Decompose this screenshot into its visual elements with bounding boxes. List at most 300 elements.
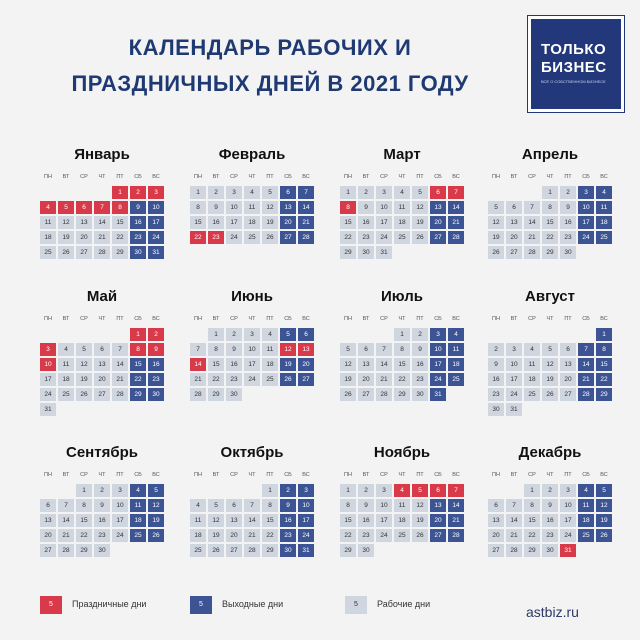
weekday-header [488, 174, 612, 182]
month-name: Июль [381, 288, 423, 305]
weekday-header [190, 472, 314, 480]
day-cell-workday: 22 [524, 529, 540, 542]
day-cell-workday: 25 [262, 373, 278, 386]
day-cell-holiday: 10 [40, 358, 56, 371]
day-cell-workday: 12 [488, 216, 504, 229]
weekday-label: ВТ [362, 316, 370, 322]
weekday-header [40, 472, 164, 480]
day-cell-holiday: 7 [94, 201, 110, 214]
day-cell-workday: 7 [376, 343, 392, 356]
day-cell-day-off: 22 [596, 373, 612, 386]
day-cell-holiday: 4 [40, 201, 56, 214]
day-cell-holiday: 8 [340, 201, 356, 214]
day-cell-day-off: 5 [148, 484, 164, 497]
weekday-label: ПТ [416, 316, 424, 322]
day-cell-workday: 26 [488, 246, 504, 259]
weekday-label: ПТ [416, 472, 424, 478]
day-cell-workday: 26 [340, 388, 356, 401]
day-cell-workday: 21 [376, 373, 392, 386]
day-cell-workday: 6 [94, 343, 110, 356]
weekday-label: ПТ [116, 316, 124, 322]
day-cell-workday: 9 [358, 201, 374, 214]
day-cell-workday: 29 [394, 388, 410, 401]
day-cell-workday: 5 [262, 186, 278, 199]
weekday-label: ВТ [212, 174, 220, 180]
day-cell-day-off: 16 [130, 216, 146, 229]
day-cell-day-off: 2 [280, 484, 296, 497]
day-cell-workday: 28 [94, 246, 110, 259]
weekday-label: СБ [582, 472, 590, 478]
weekday-label: ЧТ [398, 472, 406, 478]
day-cell-day-off: 11 [130, 499, 146, 512]
day-cell-holiday: 3 [40, 343, 56, 356]
day-cell-day-off: 28 [298, 231, 314, 244]
day-cell-workday: 11 [58, 358, 74, 371]
day-cell-day-off: 29 [596, 388, 612, 401]
day-cell-workday: 16 [358, 514, 374, 527]
day-cell-workday: 18 [524, 373, 540, 386]
day-cell-workday: 1 [262, 484, 278, 497]
day-cell-workday: 21 [524, 231, 540, 244]
day-cell-workday: 3 [244, 328, 260, 341]
day-cell-workday: 28 [244, 544, 260, 557]
month-name: Декабрь [518, 444, 582, 461]
day-cell-day-off: 18 [448, 358, 464, 371]
day-cell-workday: 12 [208, 514, 224, 527]
day-cell-day-off: 14 [298, 201, 314, 214]
day-cell-workday: 14 [244, 514, 260, 527]
weekday-label: СР [230, 316, 238, 322]
day-cell-workday: 28 [190, 388, 206, 401]
day-cell-workday: 14 [506, 514, 522, 527]
weekday-header [340, 472, 464, 480]
day-cell-workday: 5 [542, 343, 558, 356]
weekday-label: СБ [284, 472, 292, 478]
day-cell-workday: 22 [112, 231, 128, 244]
day-cell-day-off: 30 [148, 388, 164, 401]
month-name: Сентябрь [66, 444, 138, 461]
day-cell-workday: 29 [542, 246, 558, 259]
day-cell-day-off: 24 [578, 231, 594, 244]
weekday-label: ЧТ [546, 174, 554, 180]
day-cell-workday: 1 [542, 186, 558, 199]
day-cell-day-off: 14 [448, 201, 464, 214]
day-cell-day-off: 27 [298, 373, 314, 386]
day-cell-day-off: 20 [430, 216, 446, 229]
day-cell-day-off: 15 [130, 358, 146, 371]
day-cell-day-off: 3 [578, 186, 594, 199]
day-cell-workday: 6 [506, 201, 522, 214]
day-cell-workday: 23 [560, 231, 576, 244]
day-cell-workday: 29 [524, 544, 540, 557]
weekday-label: ВТ [510, 316, 518, 322]
day-cell-workday: 27 [94, 388, 110, 401]
weekday-header [488, 316, 612, 324]
day-cell-workday: 10 [112, 499, 128, 512]
day-cell-workday: 21 [58, 529, 74, 542]
day-cell-holiday: 22 [190, 231, 206, 244]
day-cell-workday: 20 [94, 373, 110, 386]
day-cell-workday: 13 [560, 358, 576, 371]
day-cell-workday: 20 [560, 373, 576, 386]
day-cell-workday: 20 [506, 231, 522, 244]
day-cell-workday: 24 [376, 529, 392, 542]
day-cell-workday: 9 [412, 343, 428, 356]
weekday-label: СБ [284, 174, 292, 180]
day-cell-day-off: 24 [298, 529, 314, 542]
day-cell-workday: 21 [94, 231, 110, 244]
day-cell-holiday: 8 [112, 201, 128, 214]
day-cell-workday: 1 [340, 484, 356, 497]
weekday-label: ПТ [266, 472, 274, 478]
day-cell-day-off: 7 [578, 343, 594, 356]
weekday-label: ВС [302, 174, 310, 180]
day-cell-day-off: 15 [596, 358, 612, 371]
day-cell-workday: 14 [112, 358, 128, 371]
day-cell-day-off: 24 [148, 231, 164, 244]
day-cell-day-off: 22 [130, 373, 146, 386]
day-cell-workday: 7 [506, 499, 522, 512]
weekday-label: ВС [152, 472, 160, 478]
day-cell-workday: 10 [560, 499, 576, 512]
month-name: Август [525, 288, 575, 305]
day-cell-day-off: 18 [130, 514, 146, 527]
day-cell-day-off: 16 [148, 358, 164, 371]
day-cell-day-off: 17 [298, 514, 314, 527]
day-cell-workday: 2 [412, 328, 428, 341]
day-cell-workday: 13 [488, 514, 504, 527]
weekday-label: ПН [44, 316, 52, 322]
day-cell-holiday: 14 [190, 358, 206, 371]
day-cell-workday: 8 [394, 343, 410, 356]
weekday-label: ВТ [362, 472, 370, 478]
day-cell-holiday: 6 [430, 484, 446, 497]
day-cell-workday: 25 [40, 246, 56, 259]
day-cell-workday: 30 [488, 403, 504, 416]
day-cell-workday: 27 [76, 246, 92, 259]
day-cell-day-off: 10 [298, 499, 314, 512]
day-cell-workday: 14 [58, 514, 74, 527]
day-cell-workday: 17 [40, 373, 56, 386]
day-cell-day-off: 19 [596, 514, 612, 527]
day-cell-workday: 26 [412, 231, 428, 244]
day-cell-workday: 1 [524, 484, 540, 497]
weekday-header [190, 174, 314, 182]
day-cell-day-off: 5 [280, 328, 296, 341]
month-name: Февраль [218, 146, 286, 163]
day-cell-day-off: 13 [430, 499, 446, 512]
day-cell-workday: 30 [412, 388, 428, 401]
month-name: Апрель [521, 146, 579, 163]
day-cell-workday: 8 [542, 201, 558, 214]
day-cell-day-off: 28 [448, 529, 464, 542]
day-cell-workday: 11 [262, 343, 278, 356]
day-cell-workday: 27 [358, 388, 374, 401]
day-cell-workday: 29 [262, 544, 278, 557]
day-cell-workday: 6 [358, 343, 374, 356]
day-cell-workday: 14 [94, 216, 110, 229]
day-cell-workday: 27 [226, 544, 242, 557]
day-cell-workday: 29 [340, 544, 356, 557]
day-cell-day-off: 9 [130, 201, 146, 214]
day-cell-workday: 2 [94, 484, 110, 497]
weekday-label: ПН [344, 174, 352, 180]
day-cell-workday: 28 [376, 388, 392, 401]
weekday-label: ПН [344, 316, 352, 322]
day-cell-workday: 19 [488, 231, 504, 244]
day-cell-workday: 6 [488, 499, 504, 512]
day-cell-workday: 26 [412, 529, 428, 542]
weekday-label: ВС [600, 174, 608, 180]
day-cell-workday: 2 [226, 328, 242, 341]
day-cell-workday: 30 [560, 246, 576, 259]
day-cell-workday: 22 [340, 231, 356, 244]
weekday-label: ВС [152, 316, 160, 322]
legend-label: Выходные дни [222, 599, 284, 609]
day-cell-workday: 16 [488, 373, 504, 386]
day-cell-workday: 1 [76, 484, 92, 497]
day-cell-workday: 1 [394, 328, 410, 341]
day-cell-workday: 12 [262, 201, 278, 214]
day-cell-workday: 21 [190, 373, 206, 386]
weekday-label: ВТ [62, 174, 70, 180]
weekday-header [40, 174, 164, 182]
site-link[interactable]: astbiz.ru [526, 604, 579, 620]
day-cell-day-off: 14 [578, 358, 594, 371]
day-cell-workday: 22 [262, 529, 278, 542]
day-cell-workday: 19 [340, 373, 356, 386]
day-cell-workday: 12 [412, 201, 428, 214]
day-cell-workday: 27 [40, 544, 56, 557]
day-cell-day-off: 11 [578, 499, 594, 512]
weekday-label: ВС [302, 472, 310, 478]
day-cell-workday: 30 [94, 544, 110, 557]
day-cell-day-off: 14 [448, 499, 464, 512]
legend-swatch: 5 [40, 596, 62, 614]
day-cell-day-off: 29 [130, 388, 146, 401]
weekday-label: ВТ [510, 472, 518, 478]
day-cell-workday: 18 [394, 514, 410, 527]
day-cell-day-off: 12 [596, 499, 612, 512]
day-cell-workday: 18 [58, 373, 74, 386]
day-cell-day-off: 30 [130, 246, 146, 259]
day-cell-day-off: 11 [448, 343, 464, 356]
day-cell-day-off: 17 [578, 216, 594, 229]
day-cell-workday: 11 [394, 201, 410, 214]
day-cell-day-off: 4 [578, 484, 594, 497]
weekday-label: ПТ [564, 316, 572, 322]
day-cell-workday: 15 [340, 514, 356, 527]
day-cell-workday: 19 [542, 373, 558, 386]
weekday-label: ПН [492, 472, 500, 478]
day-cell-workday: 17 [112, 514, 128, 527]
day-cell-workday: 7 [244, 499, 260, 512]
day-cell-workday: 18 [262, 358, 278, 371]
day-cell-workday: 2 [542, 484, 558, 497]
title-line-2: ПРАЗДНИЧНЫХ ДНЕЙ В 2021 ГОДУ [71, 71, 469, 96]
logo-tagline: ВСЁ О СОБСТВЕННОМ БИЗНЕСЕ [541, 79, 606, 84]
day-cell-holiday: 9 [148, 343, 164, 356]
day-cell-workday: 9 [226, 343, 242, 356]
day-cell-workday: 8 [524, 499, 540, 512]
day-cell-day-off: 5 [596, 484, 612, 497]
day-cell-workday: 15 [76, 514, 92, 527]
day-cell-workday: 27 [560, 388, 576, 401]
day-cell-workday: 4 [394, 186, 410, 199]
weekday-label: ВТ [212, 316, 220, 322]
day-cell-workday: 24 [560, 529, 576, 542]
day-cell-workday: 13 [94, 358, 110, 371]
day-cell-day-off: 8 [596, 343, 612, 356]
day-cell-workday: 10 [226, 201, 242, 214]
weekday-header [40, 316, 164, 324]
day-cell-workday: 19 [412, 216, 428, 229]
day-cell-day-off: 23 [280, 529, 296, 542]
day-cell-day-off: 19 [148, 514, 164, 527]
weekday-label: ПТ [116, 472, 124, 478]
day-cell-workday: 13 [506, 216, 522, 229]
day-cell-workday: 24 [40, 388, 56, 401]
day-cell-workday: 12 [58, 216, 74, 229]
day-cell-workday: 6 [560, 343, 576, 356]
day-cell-holiday: 31 [560, 544, 576, 557]
day-cell-workday: 12 [412, 499, 428, 512]
weekday-label: СБ [284, 316, 292, 322]
day-cell-workday: 30 [226, 388, 242, 401]
day-cell-workday: 17 [560, 514, 576, 527]
day-cell-workday: 12 [542, 358, 558, 371]
weekday-label: ЧТ [398, 174, 406, 180]
day-cell-workday: 24 [226, 231, 242, 244]
day-cell-day-off: 4 [130, 484, 146, 497]
day-cell-workday: 17 [376, 216, 392, 229]
day-cell-day-off: 18 [596, 216, 612, 229]
day-cell-day-off: 19 [280, 358, 296, 371]
day-cell-workday: 3 [506, 343, 522, 356]
weekday-label: СБ [134, 174, 142, 180]
day-cell-workday: 18 [40, 231, 56, 244]
day-cell-day-off: 26 [148, 529, 164, 542]
day-cell-workday: 25 [58, 388, 74, 401]
day-cell-holiday: 8 [130, 343, 146, 356]
day-cell-day-off: 17 [430, 358, 446, 371]
day-cell-holiday: 6 [76, 201, 92, 214]
day-cell-workday: 3 [112, 484, 128, 497]
weekday-label: ВС [302, 316, 310, 322]
day-cell-holiday: 13 [298, 343, 314, 356]
day-cell-workday: 17 [244, 358, 260, 371]
day-cell-workday: 2 [358, 484, 374, 497]
weekday-label: ВС [452, 316, 460, 322]
day-cell-day-off: 28 [448, 231, 464, 244]
day-cell-workday: 25 [394, 529, 410, 542]
day-cell-workday: 16 [542, 514, 558, 527]
day-cell-holiday: 1 [112, 186, 128, 199]
day-cell-workday: 14 [376, 358, 392, 371]
day-cell-day-off: 20 [298, 358, 314, 371]
day-cell-workday: 1 [190, 186, 206, 199]
day-cell-workday: 21 [244, 529, 260, 542]
day-cell-day-off: 20 [430, 514, 446, 527]
day-cell-workday: 9 [560, 201, 576, 214]
weekday-label: СБ [582, 174, 590, 180]
weekday-label: СР [80, 472, 88, 478]
day-cell-workday: 16 [560, 216, 576, 229]
day-cell-workday: 24 [244, 373, 260, 386]
day-cell-workday: 20 [488, 529, 504, 542]
day-cell-day-off: 10 [578, 201, 594, 214]
weekday-label: ВС [452, 472, 460, 478]
day-cell-workday: 31 [506, 403, 522, 416]
month-name: Ноябрь [373, 444, 431, 461]
day-cell-workday: 29 [112, 246, 128, 259]
day-cell-workday: 9 [94, 499, 110, 512]
day-cell-day-off: 27 [430, 231, 446, 244]
weekday-label: СБ [434, 174, 442, 180]
day-cell-workday: 15 [112, 216, 128, 229]
day-cell-workday: 22 [542, 231, 558, 244]
day-cell-workday: 4 [190, 499, 206, 512]
day-cell-day-off: 27 [280, 231, 296, 244]
day-cell-day-off: 30 [280, 544, 296, 557]
day-cell-holiday: 1 [130, 328, 146, 341]
weekday-label: ЧТ [98, 174, 106, 180]
day-cell-day-off: 31 [148, 246, 164, 259]
day-cell-day-off: 27 [430, 529, 446, 542]
weekday-label: ЧТ [98, 316, 106, 322]
weekday-label: СР [380, 472, 388, 478]
day-cell-day-off: 20 [280, 216, 296, 229]
brand-logo[interactable] [528, 16, 624, 112]
day-cell-workday: 18 [394, 216, 410, 229]
day-cell-workday: 29 [340, 246, 356, 259]
day-cell-day-off: 4 [448, 328, 464, 341]
day-cell-workday: 16 [358, 216, 374, 229]
month-name: Январь [74, 146, 130, 163]
day-cell-workday: 15 [340, 216, 356, 229]
day-cell-workday: 4 [58, 343, 74, 356]
day-cell-workday: 16 [412, 358, 428, 371]
day-cell-day-off: 4 [596, 186, 612, 199]
weekday-label: СР [528, 316, 536, 322]
day-cell-workday: 26 [542, 388, 558, 401]
weekday-label: ПН [194, 174, 202, 180]
weekday-label: СР [230, 472, 238, 478]
day-cell-day-off: 7 [298, 186, 314, 199]
day-cell-workday: 15 [542, 216, 558, 229]
day-cell-workday: 15 [190, 216, 206, 229]
day-cell-workday: 13 [76, 216, 92, 229]
weekday-label: ВС [600, 472, 608, 478]
weekday-label: ВТ [362, 174, 370, 180]
day-cell-holiday: 2 [148, 328, 164, 341]
day-cell-workday: 8 [208, 343, 224, 356]
weekday-label: СБ [134, 316, 142, 322]
day-cell-day-off: 6 [280, 186, 296, 199]
day-cell-day-off: 21 [578, 373, 594, 386]
weekday-label: СБ [582, 316, 590, 322]
day-cell-day-off: 9 [280, 499, 296, 512]
weekday-label: ЧТ [98, 472, 106, 478]
day-cell-workday: 16 [226, 358, 242, 371]
weekday-label: ЧТ [248, 316, 256, 322]
day-cell-workday: 29 [76, 544, 92, 557]
day-cell-day-off: 31 [430, 388, 446, 401]
day-cell-workday: 20 [76, 231, 92, 244]
weekday-label: ЧТ [248, 472, 256, 478]
day-cell-workday: 22 [208, 373, 224, 386]
day-cell-workday: 19 [412, 514, 428, 527]
